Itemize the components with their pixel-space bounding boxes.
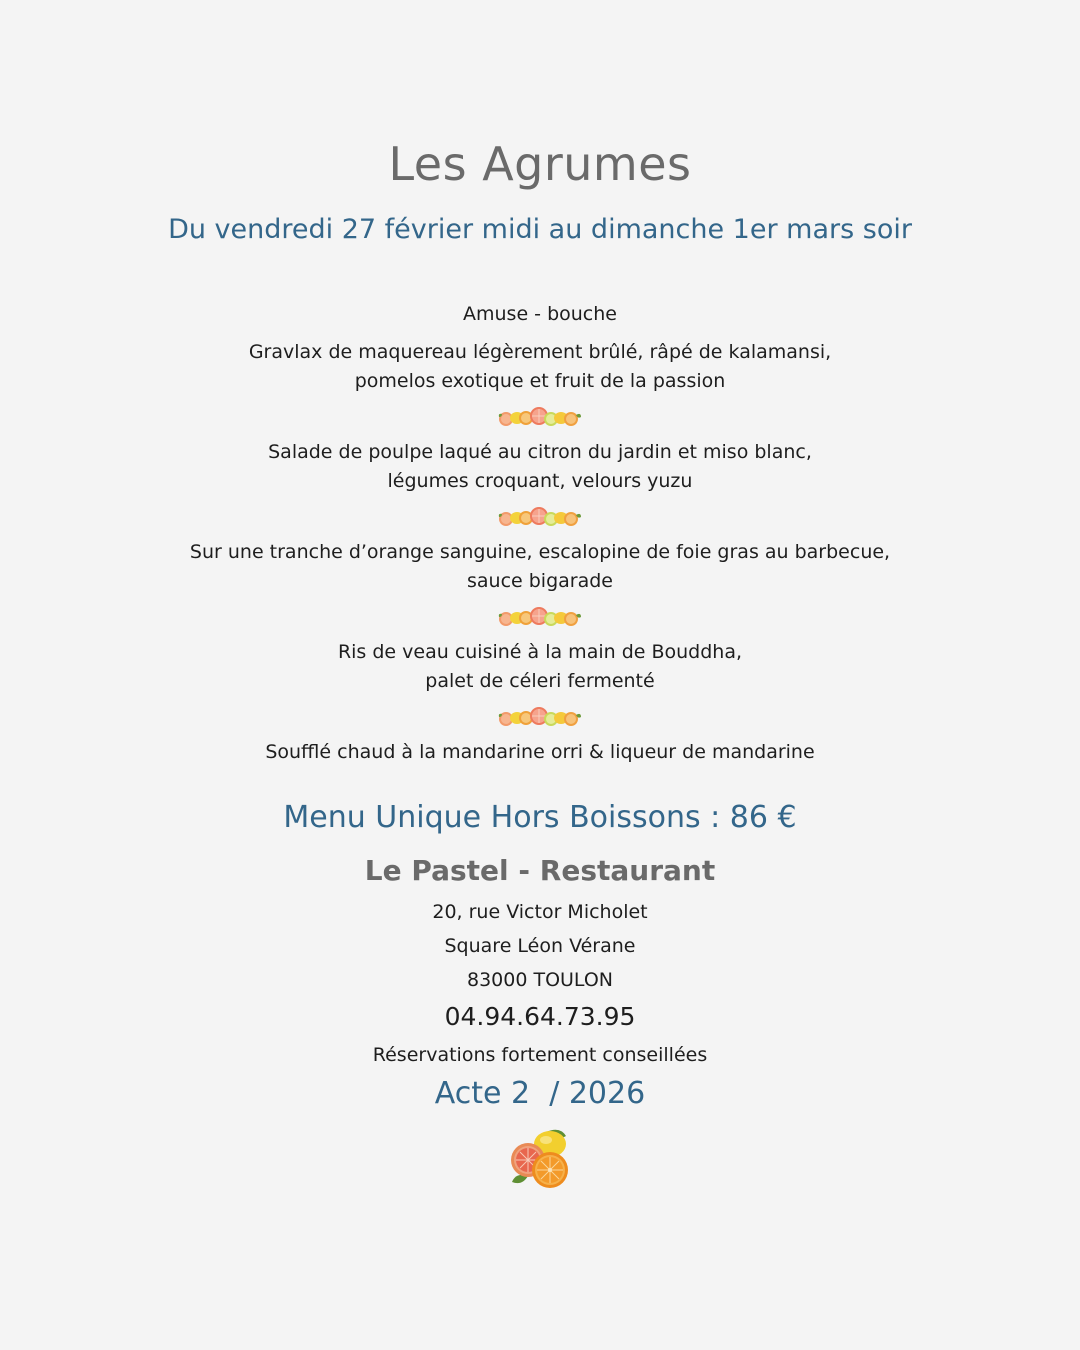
- menu-price: Menu Unique Hors Boissons : 86 €: [283, 800, 797, 835]
- dish-2-line-2: légumes croquant, velours yuzu: [387, 470, 693, 492]
- dish-3: [0, 538, 1080, 596]
- dish-2-line-1: Salade de poulpe laqué au citron du jardin et miso blanc,: [268, 441, 812, 463]
- dish-1: [0, 338, 1080, 396]
- dish-4-line-1: Ris de veau cuisiné à la main de Bouddha,: [337, 641, 743, 663]
- citrus-slices-icon: [498, 607, 582, 629]
- dish-5-line-1: Soufflé chaud à la mandarine orri & liqueur de mandarine: [265, 741, 815, 763]
- date-range-subtitle: Du vendredi 27 février midi au dimanche 1er mars soir: [168, 214, 912, 245]
- citrus-slices-icon: [498, 707, 582, 729]
- page-title: Les Agrumes: [388, 137, 692, 191]
- address-line-2: Square Léon Vérane: [444, 935, 636, 957]
- dish-3-line-2: sauce bigarade: [466, 570, 613, 592]
- dish-3-line-1: Sur une tranche d’orange sanguine, escalopine de foie gras au barbecue,: [189, 541, 891, 563]
- dish-1-line-1: Gravlax de maquereau légèrement brûlé, râpé de kalamansi,: [248, 341, 832, 363]
- address-line-1: 20, rue Victor Micholet: [432, 901, 648, 923]
- dish-1-line-2: pomelos exotique et fruit de la passion: [354, 370, 726, 392]
- restaurant-name: Le Pastel - Restaurant: [364, 854, 716, 887]
- reservation-note: Réservations fortement conseillées: [372, 1044, 708, 1066]
- citrus-slices-icon: [498, 407, 582, 429]
- citrus-slices-icon: [498, 507, 582, 529]
- dish-4: [0, 638, 1080, 696]
- address-line-3: 83000 TOULON: [466, 969, 614, 991]
- dish-4-line-2: palet de céleri fermenté: [425, 670, 655, 692]
- phone-number: 04.94.64.73.95: [444, 1002, 636, 1031]
- amuse-bouche-label: Amuse - bouche: [463, 303, 617, 325]
- citrus-fruits-icon: [506, 1126, 574, 1192]
- edition-label: Acte 2 / 2026: [434, 1076, 646, 1111]
- dish-5: [0, 738, 1080, 767]
- dish-2: [0, 438, 1080, 496]
